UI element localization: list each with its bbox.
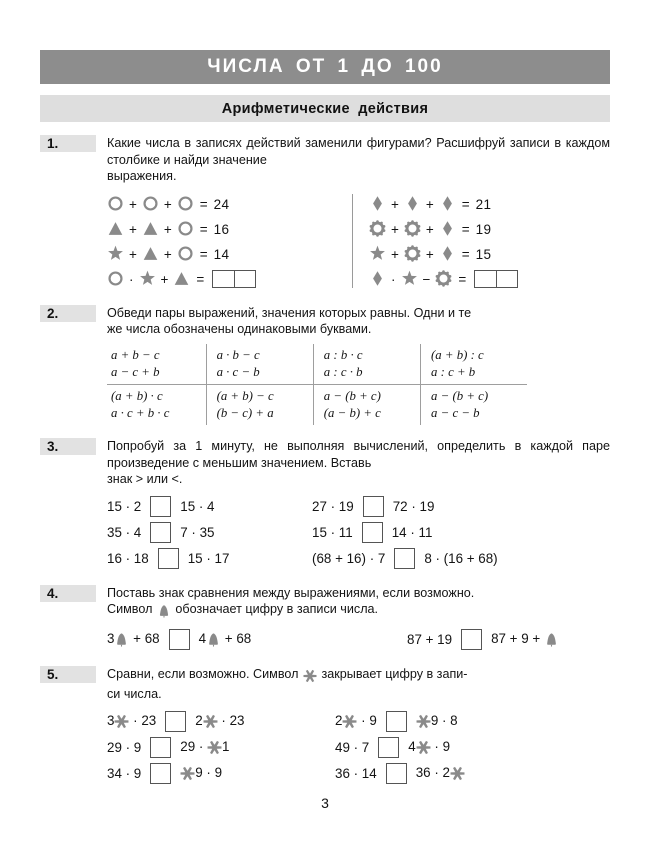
asterisk-icon: [207, 740, 222, 756]
equation-result: 15: [475, 246, 492, 262]
operator: ·: [129, 271, 134, 287]
diamond-icon: [439, 195, 456, 213]
expression-bottom: a · c + b · c: [111, 405, 170, 420]
answer-box[interactable]: [474, 270, 518, 288]
section-subtitle-bar: [40, 95, 610, 122]
expression: 14 · 11: [391, 525, 433, 541]
diamond-icon: [439, 220, 456, 238]
expression-pair-cell[interactable]: [313, 384, 420, 425]
comparison-box[interactable]: [461, 629, 482, 650]
exercise-5-prompt-line1: [107, 667, 468, 681]
comparison-box[interactable]: [150, 763, 171, 784]
asterisk-icon: [450, 766, 465, 782]
star-icon: [369, 245, 386, 263]
comparison-box[interactable]: [363, 496, 384, 517]
triangle-icon: [142, 245, 159, 263]
expression: 3 + 68: [107, 631, 160, 647]
comparison-row: [107, 760, 610, 786]
expression-pair-cell[interactable]: [206, 344, 313, 385]
equals-sign: =: [199, 246, 208, 262]
expression: 72 · 19: [392, 499, 435, 515]
expression-bottom: (a − b) + c: [323, 405, 381, 420]
equals-sign: =: [461, 196, 470, 212]
operator: +: [160, 271, 169, 287]
exercise-1-prompt-line1: Какие числа в записях действий заменили фигурами?: [107, 136, 432, 150]
bell-icon: [114, 632, 129, 648]
exercise-1-left-column: [107, 192, 339, 292]
exercise-1: [40, 135, 610, 292]
operator: +: [129, 221, 137, 237]
expression-pair-cell[interactable]: [107, 344, 206, 385]
exercise-5-prompt: [96, 666, 610, 702]
expression: 2 · 23: [195, 712, 245, 728]
expression: 36 · 14: [335, 765, 377, 781]
operator: ·: [391, 271, 396, 287]
comparison-left: [107, 711, 335, 732]
exercise-5-prompt-sym-post: закрывает цифру в запи-: [321, 666, 468, 681]
comparison-box[interactable]: [150, 737, 171, 758]
operator: +: [163, 246, 172, 262]
asterisk-icon: [303, 669, 317, 686]
exercise-3-prompt-line1: Попробуй за 1 минуту, не выполняя вычислений, определить: [107, 438, 506, 453]
expression-bottom: (b − c) + a: [216, 405, 274, 420]
exercise-2-prompt: [96, 305, 610, 338]
equation-row: [107, 192, 339, 217]
exercise-1-prompt: [96, 135, 610, 185]
equals-sign: =: [196, 271, 205, 287]
expression: 4 · 9: [408, 738, 451, 754]
comparison-right: [312, 522, 432, 543]
expression: 7 · 35: [180, 525, 215, 541]
expression-top: (a + b) − c: [216, 388, 274, 403]
triangle-icon: [173, 270, 190, 288]
expression-top: a − (b + c): [323, 388, 381, 403]
comparison-right: [335, 763, 465, 784]
expression: 16 · 18: [107, 551, 149, 567]
comparison-box[interactable]: [150, 522, 171, 543]
diamond-icon: [404, 195, 421, 213]
comparison-right: [312, 548, 498, 569]
equation-row: [107, 242, 339, 267]
bell-icon: [206, 632, 221, 648]
exercise-4-prompt-sym-pre: Символ: [107, 602, 153, 617]
equation-result: 21: [475, 196, 492, 212]
asterisk-icon: [203, 714, 218, 730]
operator: +: [425, 246, 434, 262]
equation-result: 14: [213, 246, 230, 262]
equals-sign: =: [461, 246, 470, 262]
expression: 15 · 17: [187, 551, 230, 567]
expression: 49 · 7: [335, 739, 370, 755]
exercise-5-rows: [107, 708, 610, 786]
star-icon: [139, 270, 156, 288]
expression: 87 + 19: [407, 632, 453, 648]
expression: 9 · 9: [180, 765, 222, 782]
expression: 87 + 9 +: [491, 631, 559, 648]
exercise-4-prompt-sym-post: обозначает цифру в записи числа.: [175, 602, 379, 617]
comparison-row: [107, 734, 610, 760]
expression-pair-cell[interactable]: [206, 384, 313, 425]
expression-top: a + b − c: [111, 347, 160, 362]
exercise-1-prompt-line3: выражения.: [107, 169, 177, 184]
exercise-2-prompt-line2: же числа обозначены одинаковыми буквами.: [107, 322, 372, 337]
comparison-box[interactable]: [386, 763, 407, 784]
star-icon: [107, 245, 124, 263]
operator: +: [391, 246, 399, 262]
triangle-icon: [142, 220, 159, 238]
bell-icon: [157, 604, 171, 621]
circle-icon: [142, 195, 159, 213]
expression-bottom: a − c + b: [111, 364, 160, 379]
bell-icon: [544, 632, 559, 648]
circle-icon: [177, 245, 194, 263]
exercise-4-prompt-line1: Поставь знак сравнения между выражениями, если возможно.: [107, 585, 475, 600]
equation-result: 19: [475, 221, 492, 237]
expression: 4 + 68: [198, 631, 252, 647]
equation-row: [107, 217, 339, 242]
expression-top: (a + b) · c: [111, 388, 163, 403]
exercise-4: [40, 585, 610, 653]
comparison-box[interactable]: [158, 548, 179, 569]
gear-icon: [404, 245, 421, 263]
exercise-5-number: 5.: [40, 666, 96, 683]
comparison-left: [107, 496, 312, 517]
exercise-4-prompt: [96, 585, 610, 621]
expression-top: a · b − c: [216, 347, 260, 362]
equals-sign: =: [461, 221, 470, 237]
exercise-3-rows: [107, 494, 610, 572]
operator: +: [163, 221, 172, 237]
comparison-left: [107, 629, 407, 650]
asterisk-icon: [416, 714, 431, 730]
exercise-5: [40, 666, 610, 786]
circle-icon: [107, 195, 124, 213]
operator: +: [391, 221, 399, 237]
expression-top: a : b · c: [323, 347, 363, 362]
exercise-2-number: 2.: [40, 305, 96, 322]
exercise-1-columns: [107, 192, 610, 292]
gear-icon: [369, 220, 386, 238]
comparison-left: [107, 737, 335, 758]
expression: 29 · 1: [180, 738, 230, 754]
triangle-icon: [107, 220, 124, 238]
equals-sign: =: [199, 221, 208, 237]
comparison-box[interactable]: [150, 496, 171, 517]
operator: +: [129, 246, 137, 262]
star-icon: [401, 270, 418, 288]
expression-bottom: a − c − b: [431, 405, 480, 420]
column-divider: [352, 194, 353, 288]
equation-result: 24: [213, 196, 230, 212]
expression: 34 · 9: [107, 765, 142, 781]
answer-box[interactable]: [212, 270, 256, 288]
expression-bottom: a · c − b: [216, 364, 260, 379]
comparison-row: [107, 494, 610, 520]
comparison-box[interactable]: [169, 629, 190, 650]
equals-sign: =: [458, 271, 467, 287]
table-row: [107, 384, 527, 425]
operator: +: [129, 196, 137, 212]
asterisk-icon: [180, 766, 195, 782]
operator: +: [425, 196, 434, 212]
equation-row: [107, 267, 339, 292]
equation-row: [369, 242, 601, 267]
comparison-box[interactable]: [394, 548, 415, 569]
operator: −: [422, 271, 431, 287]
asterisk-icon: [114, 714, 129, 730]
exercise-1-right-column: [339, 192, 601, 292]
exercise-1-number: 1.: [40, 135, 96, 152]
equation-row: [369, 192, 601, 217]
circle-icon: [107, 270, 124, 288]
chapter-title-bar: [40, 50, 610, 84]
comparison-box[interactable]: [362, 522, 383, 543]
comparison-row: [107, 708, 610, 734]
expression-bottom: a : c + b: [431, 364, 476, 379]
diamond-icon: [369, 195, 386, 213]
gear-icon: [435, 270, 452, 288]
exercise-2: [40, 305, 610, 425]
equation-row: [369, 217, 601, 242]
expression: 36 · 2: [416, 765, 465, 782]
exercise-3-prompt-line2: в каждой паре произведение с меньшим значением. Вставь: [107, 438, 611, 470]
page-number: 3: [321, 795, 329, 811]
expression: 27 · 19: [312, 499, 354, 515]
comparison-left: [107, 522, 312, 543]
comparison-row: [107, 520, 610, 546]
expression-pair-cell[interactable]: [421, 344, 527, 385]
expression-pairs-table: [107, 344, 527, 425]
expression: 15 · 2: [107, 499, 142, 515]
comparison-row: [107, 627, 610, 653]
expression: 9 · 8: [416, 713, 458, 730]
exercise-3-prompt: [96, 438, 610, 488]
expression: 15 · 4: [180, 499, 215, 515]
expression: 3 · 23: [107, 712, 157, 728]
expression-pair-cell[interactable]: [107, 384, 206, 425]
chapter-title: ЧИСЛА ОТ 1 ДО 100: [207, 56, 443, 77]
expression-pair-cell[interactable]: [313, 344, 420, 385]
asterisk-icon: [416, 740, 431, 756]
exercise-5-prompt-line2: си числа.: [107, 686, 162, 701]
expression-top: a − (b + c): [431, 388, 489, 403]
expression-bottom: a : c · b: [323, 364, 363, 379]
operator: +: [163, 196, 172, 212]
comparison-box[interactable]: [386, 711, 407, 732]
exercise-3-number: 3.: [40, 438, 96, 455]
exercise-2-prompt-line1: Обведи пары выражений, значения которых равны. Одни и те: [107, 305, 472, 320]
expression-top: (a + b) : c: [431, 347, 484, 362]
expression: 35 · 4: [107, 525, 142, 541]
operator: +: [425, 221, 434, 237]
comparison-box[interactable]: [378, 737, 399, 758]
comparison-left: [107, 763, 335, 784]
gear-icon: [404, 220, 421, 238]
exercise-5-prompt-sym-pre: Сравни, если возможно. Символ: [107, 666, 299, 681]
comparison-box[interactable]: [165, 711, 186, 732]
expression: (68 + 16) · 7: [312, 551, 386, 567]
exercise-3-prompt-line3: знак > или <.: [107, 472, 183, 487]
equals-sign: =: [199, 196, 208, 212]
expression-pair-cell[interactable]: [421, 384, 527, 425]
diamond-icon: [439, 245, 456, 263]
exercise-1-prompt-line2: Расшифруй записи в каждом столбике и найди значение: [107, 136, 610, 167]
comparison-right: [407, 629, 559, 650]
comparison-right: [335, 711, 458, 732]
expression: 29 · 9: [107, 739, 142, 755]
circle-icon: [177, 220, 194, 238]
comparison-right: [335, 737, 450, 758]
operator: +: [391, 196, 399, 212]
section-subtitle: Арифметические действия: [221, 100, 429, 117]
exercise-4-prompt-line2: [107, 601, 610, 621]
asterisk-icon: [342, 714, 357, 730]
exercise-3: [40, 438, 610, 572]
expression: 2 · 9: [335, 712, 377, 728]
comparison-row: [107, 546, 610, 572]
circle-icon: [177, 195, 194, 213]
comparison-right: [312, 496, 434, 517]
equation-result: 16: [213, 221, 230, 237]
comparison-left: [107, 548, 312, 569]
exercise-4-number: 4.: [40, 585, 96, 602]
equation-row: [369, 267, 601, 292]
table-row: [107, 344, 527, 385]
expression: 15 · 11: [312, 525, 353, 541]
expression: 8 · (16 + 68): [424, 551, 498, 567]
exercise-4-rows: [107, 627, 610, 653]
diamond-icon: [369, 270, 386, 288]
